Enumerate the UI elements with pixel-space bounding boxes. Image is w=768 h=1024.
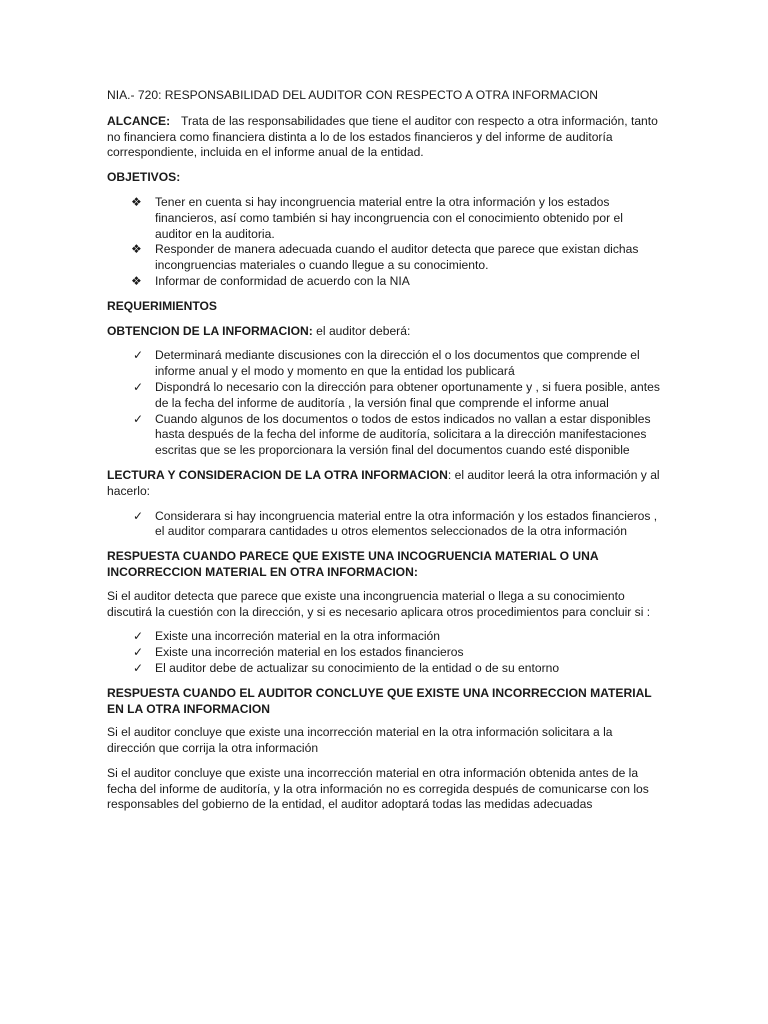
checkmark-icon: ✓ xyxy=(133,379,144,394)
objetivos-heading: OBJETIVOS: xyxy=(107,170,181,185)
respuesta-parece-text: Si el auditor detecta que parece que existe una incongruencia material o llega a su conocimiento discutirá la cuestión con la dirección, y si es necesario aplicara otros procedimientos para concluir si : xyxy=(107,588,651,619)
lectura-list xyxy=(107,509,662,541)
respuesta-concluye-paragraph: Si el auditor concluye que existe una incorrección material en otra información obtenida antes de la fecha del informe de auditoría, y la otra información no es corregida después de comunicarse con los responsables del gobierno de la entidad, el auditor adoptará todas las medidas adecuadas xyxy=(107,765,649,812)
list-item xyxy=(107,348,662,380)
lectura-label: LECTURA Y CONSIDERACION DE LA OTRA INFORMACION xyxy=(107,467,448,482)
list-item-text: Dispondrá lo necesario con la dirección para obtener oportunamente y , si fuera posible, antes de la fecha del informe de auditoría , la versión final que comprende el informe anual xyxy=(155,379,660,410)
respuesta-parece-list xyxy=(107,629,662,676)
list-item-text: Informar de conformidad de acuerdo con la NIA xyxy=(155,273,410,288)
obtencion-paragraph xyxy=(107,324,662,340)
lectura-text: : el auditor leerá la otra información y al hacerlo: xyxy=(107,467,660,498)
obtencion-label: OBTENCION DE LA INFORMACION: xyxy=(107,323,313,338)
diamond-bullet-icon: ❖ xyxy=(131,273,142,288)
alcance-text: Trata de las responsabilidades que tiene el auditor con respecto a otra información, tanto no financiera como financiera distinta a lo de los estados financieros y del informe de auditoría correspondiente, incluida en el informe anual de la entidad. xyxy=(107,113,658,160)
list-item-text: Existe una incorreción material en la otra información xyxy=(155,629,441,644)
list-item xyxy=(107,645,662,661)
list-item xyxy=(107,195,662,242)
respuesta-parece-heading: RESPUESTA CUANDO PARECE QUE EXISTE UNA INCOGRUENCIA MATERIAL O UNA INCORRECCION MATERIAL EN OTRA INFORMACION: xyxy=(107,549,599,579)
list-item xyxy=(107,274,662,290)
checkmark-icon: ✓ xyxy=(133,645,144,660)
diamond-bullet-icon: ❖ xyxy=(131,194,142,209)
list-item-text: Responder de manera adecuada cuando el auditor detecta que parece que existan dichas incongruencias materiales o cuando llegue a su conocimiento. xyxy=(155,242,639,273)
requerimientos-heading: REQUERIMIENTOS xyxy=(107,298,217,313)
document-body xyxy=(107,88,662,822)
list-item-text: Tener en cuenta si hay incongruencia material entre la otra información y los estados financieros, así como también si hay incongruencia con el conocimiento obtenido por el auditor en la auditoria. xyxy=(155,194,623,241)
obtencion-text: el auditor deberá: xyxy=(312,323,411,338)
checkmark-icon: ✓ xyxy=(133,508,144,523)
list-item-text: El auditor debe de actualizar su conocimiento de la entidad o de su entorno xyxy=(155,660,560,675)
list-item xyxy=(107,412,662,459)
list-item xyxy=(107,242,662,274)
checkmark-icon: ✓ xyxy=(133,660,144,675)
list-item xyxy=(107,629,662,645)
checkmark-icon: ✓ xyxy=(133,348,144,363)
list-item xyxy=(107,380,662,412)
alcance-label: ALCANCE: xyxy=(107,113,171,128)
document-title: NIA.- 720: RESPONSABILIDAD DEL AUDITOR CON RESPECTO A OTRA INFORMACION xyxy=(107,88,599,102)
list-item-text: Determinará mediante discusiones con la dirección el o los documentos que comprende el informe anual y el modo y momento en que la entidad los publicará xyxy=(155,348,640,379)
checkmark-icon: ✓ xyxy=(133,411,144,426)
respuesta-concluye-heading: RESPUESTA CUANDO EL AUDITOR CONCLUYE QUE EXISTE UNA INCORRECCION MATERIAL EN LA OTRA INFORMACION xyxy=(107,685,652,716)
list-item xyxy=(107,661,662,677)
obtencion-list xyxy=(107,348,662,459)
objetivos-list xyxy=(107,195,662,290)
checkmark-icon: ✓ xyxy=(133,629,144,644)
list-item xyxy=(107,509,662,541)
lectura-paragraph xyxy=(107,468,662,500)
diamond-bullet-icon: ❖ xyxy=(131,242,142,257)
list-item-text: Cuando algunos de los documentos o todos de estos indicados no vallan a estar disponibles hasta después de la fecha del informe de auditoría, solicitara a la dirección manifestaciones escritas que se les proporcionara la versión final del documentos cuando esté disponible xyxy=(155,411,651,458)
list-item-text: Considerara si hay incongruencia material entre la otra información y los estados financieros , el auditor comparara cantidades u otros elementos seleccionados de la otra información xyxy=(155,508,658,539)
alcance-paragraph xyxy=(107,114,662,161)
list-item-text: Existe una incorreción material en los estados financieros xyxy=(155,645,464,660)
respuesta-concluye-paragraph: Si el auditor concluye que existe una incorrección material en la otra información solicitara a la dirección que corrija la otra información xyxy=(107,725,613,756)
